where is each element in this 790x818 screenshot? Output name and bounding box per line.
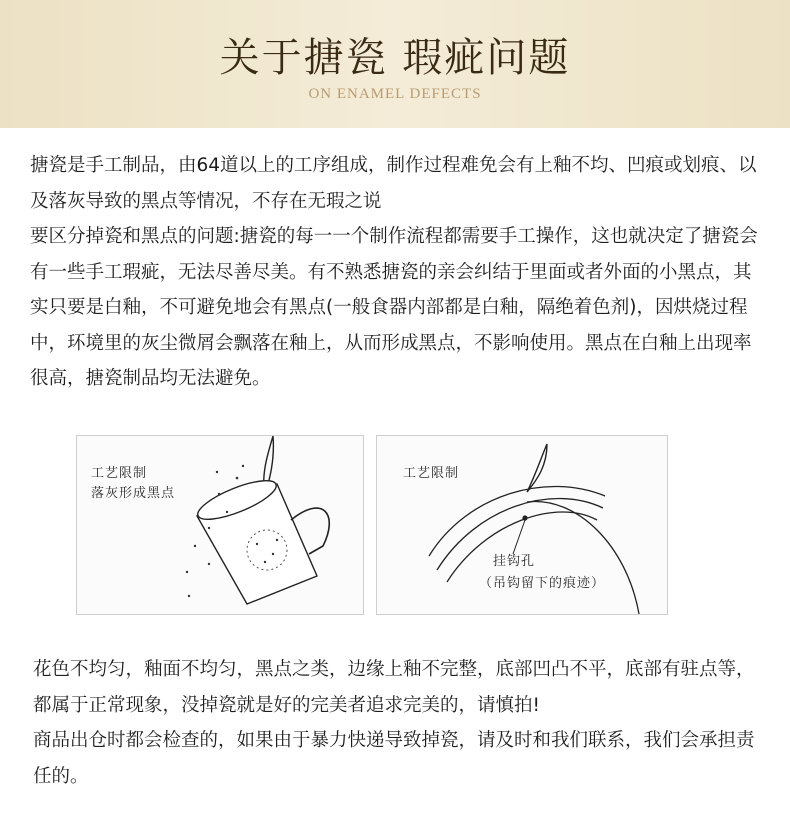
illustration-dust-spots	[76, 435, 364, 615]
illustration-hook-hole	[376, 435, 668, 615]
dust-label-line2: 落灰形成黑点	[91, 486, 176, 501]
page-title: 关于搪瓷 瑕疵问题	[219, 35, 571, 81]
header-banner	[0, 0, 790, 128]
intro-paragraph: 搪瓷是手工制品，由64道以上的工序组成，制作过程难免会有上釉不均、凹痕或划痕、以及落灰导致的黑点等情况，不存在无瑕之说 要区分掉瓷和黑点的问题:搪瓷的每一一个制作流程都需要手工操作，这也就决定了搪瓷会有一些手工瑕疵，无法尽善尽美。有不熟悉搪瓷的亲会纠结于里面或者外面的小黑点，其实只要是白釉，不可避免地会有黑点(一般食器内部都是白釉，隔绝着色剂)，因烘烧过程中，环境里的灰尘微屑会飘落在釉上，从而形成黑点，不影响使用。黑点在白釉上出现率很高，搪瓷制品均无法避免。	[30, 155, 758, 389]
dust-label-line1: 工艺限制	[91, 466, 148, 481]
mug-illustration	[77, 436, 363, 614]
hook-hole-label: 挂钩孔	[493, 554, 536, 569]
notice-paragraph: 花色不均匀，釉面不均匀，黑点之类，边缘上釉不完整，底部凹凸不平，底部有驻点等，都属于正常现象，没掉瓷就是好的完美者追求完美的，请慎拍! 商品出仓时都会检查的，如果由于暴力快递导致掉瓷，请及时和我们联系，我们会承担责任的。	[33, 659, 755, 787]
hook-hole-note: （吊钩留下的痕迹）	[479, 576, 606, 591]
page-subtitle: ON ENAMEL DEFECTS	[308, 86, 482, 102]
hook-panel-label: 工艺限制	[403, 466, 460, 481]
